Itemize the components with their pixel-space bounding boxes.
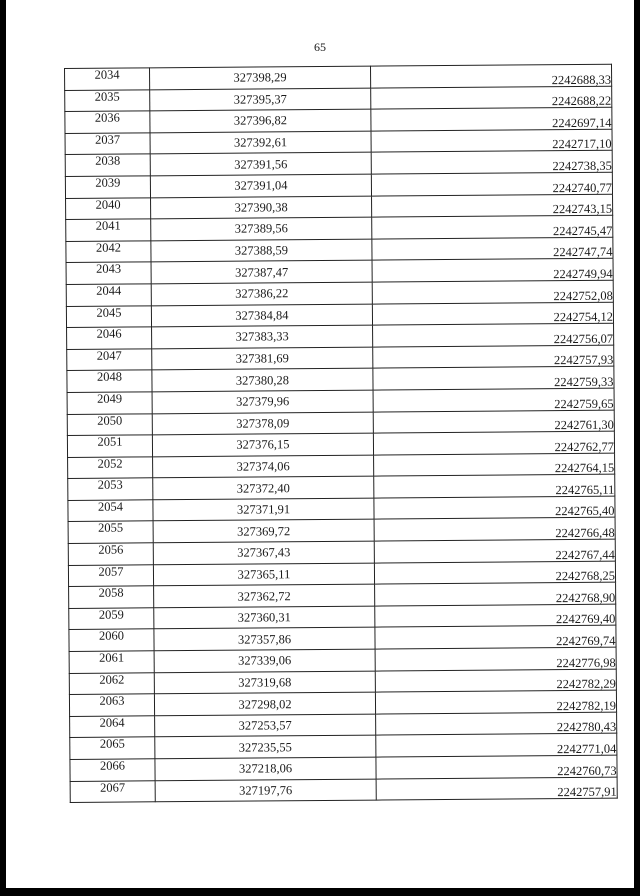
point-number-cell: 2034 — [65, 68, 150, 90]
y-coordinate-cell: 2242752,08 — [372, 280, 613, 303]
x-coordinate-cell: 327360,31 — [154, 606, 375, 629]
x-coordinate-cell: 327372,40 — [153, 476, 374, 499]
point-number-cell: 2041 — [66, 219, 151, 241]
x-coordinate-cell: 327386,22 — [151, 282, 372, 305]
y-coordinate-cell: 2242771,04 — [376, 734, 617, 757]
y-coordinate-cell: 2242769,74 — [375, 626, 616, 649]
point-number-cell: 2040 — [66, 197, 151, 219]
y-coordinate-cell: 2242747,74 — [372, 237, 613, 260]
y-coordinate-cell: 2242754,12 — [372, 302, 613, 325]
point-number-cell: 2054 — [68, 500, 153, 522]
point-number-cell: 2059 — [69, 608, 154, 630]
point-number-cell: 2043 — [66, 262, 151, 284]
point-number-cell: 2053 — [68, 478, 153, 500]
y-coordinate-cell: 2242717,10 — [371, 129, 612, 152]
point-number-cell: 2039 — [65, 176, 150, 198]
x-coordinate-cell: 327218,06 — [155, 757, 376, 780]
y-coordinate-cell: 2242776,98 — [375, 647, 616, 670]
x-coordinate-cell: 327384,84 — [151, 304, 372, 327]
point-number-cell: 2046 — [67, 327, 152, 349]
y-coordinate-cell: 2242743,15 — [372, 194, 613, 217]
x-coordinate-cell: 327369,72 — [153, 520, 374, 543]
y-coordinate-cell: 2242757,93 — [373, 345, 614, 368]
x-coordinate-cell: 327339,06 — [154, 649, 375, 672]
x-coordinate-cell: 327362,72 — [154, 584, 375, 607]
point-number-cell: 2064 — [70, 716, 155, 738]
point-number-cell: 2065 — [70, 737, 155, 759]
x-coordinate-cell: 327381,69 — [152, 347, 373, 370]
point-number-cell: 2066 — [70, 759, 155, 781]
x-coordinate-cell: 327235,55 — [155, 735, 376, 758]
y-coordinate-cell: 2242688,33 — [370, 64, 611, 87]
x-coordinate-cell: 327374,06 — [153, 455, 374, 478]
x-coordinate-cell: 327376,15 — [152, 433, 373, 456]
x-coordinate-cell: 327319,68 — [154, 671, 375, 694]
point-number-cell: 2045 — [66, 305, 151, 327]
x-coordinate-cell: 327389,56 — [151, 217, 372, 240]
x-coordinate-cell: 327395,37 — [150, 88, 371, 111]
y-coordinate-cell: 2242766,48 — [374, 518, 615, 541]
x-coordinate-cell: 327383,33 — [152, 325, 373, 348]
page-number: 65 — [314, 40, 326, 54]
point-number-cell: 2067 — [70, 780, 155, 802]
y-coordinate-cell: 2242757,91 — [376, 777, 617, 800]
table-row — [70, 777, 617, 803]
x-coordinate-cell: 327390,38 — [151, 196, 372, 219]
x-coordinate-cell: 327380,28 — [152, 368, 373, 391]
y-coordinate-cell: 2242768,25 — [374, 561, 615, 584]
y-coordinate-cell: 2242745,47 — [372, 215, 613, 238]
x-coordinate-cell: 327365,11 — [153, 563, 374, 586]
y-coordinate-cell: 2242762,77 — [373, 431, 614, 454]
x-coordinate-cell: 327398,29 — [150, 66, 371, 89]
point-number-cell: 2035 — [65, 89, 150, 111]
point-number-cell: 2042 — [66, 241, 151, 263]
x-coordinate-cell: 327391,56 — [150, 152, 371, 175]
x-coordinate-cell: 327357,86 — [154, 628, 375, 651]
y-coordinate-cell: 2242759,33 — [373, 367, 614, 390]
point-number-cell: 2050 — [67, 413, 152, 435]
point-number-cell: 2038 — [65, 154, 150, 176]
x-coordinate-cell: 327379,96 — [152, 390, 373, 413]
y-coordinate-cell: 2242765,40 — [374, 496, 615, 519]
point-number-cell: 2056 — [68, 543, 153, 565]
y-coordinate-cell: 2242749,94 — [372, 259, 613, 282]
y-coordinate-cell: 2242782,19 — [375, 690, 616, 713]
x-coordinate-cell: 327392,61 — [150, 131, 371, 154]
point-number-cell: 2047 — [67, 349, 152, 371]
x-coordinate-cell: 327396,82 — [150, 109, 371, 132]
x-coordinate-cell: 327367,43 — [153, 541, 374, 564]
y-coordinate-cell: 2242738,35 — [371, 151, 612, 174]
y-coordinate-cell: 2242761,30 — [373, 410, 614, 433]
x-coordinate-cell: 327197,76 — [155, 779, 376, 802]
y-coordinate-cell: 2242782,29 — [375, 669, 616, 692]
x-coordinate-cell: 327378,09 — [152, 412, 373, 435]
y-coordinate-cell: 2242697,14 — [371, 107, 612, 130]
point-number-cell: 2052 — [68, 457, 153, 479]
point-number-cell: 2057 — [68, 564, 153, 586]
point-number-cell: 2055 — [68, 521, 153, 543]
point-number-cell: 2037 — [65, 133, 150, 155]
x-coordinate-cell: 327391,04 — [150, 174, 371, 197]
point-number-cell: 2060 — [69, 629, 154, 651]
point-number-cell: 2036 — [65, 111, 150, 133]
point-number-cell: 2063 — [69, 694, 154, 716]
x-coordinate-cell: 327387,47 — [151, 260, 372, 283]
point-number-cell: 2051 — [67, 435, 152, 457]
x-coordinate-cell: 327371,91 — [153, 498, 374, 521]
y-coordinate-cell: 2242760,73 — [376, 755, 617, 778]
y-coordinate-cell: 2242759,65 — [373, 388, 614, 411]
point-number-cell: 2048 — [67, 370, 152, 392]
y-coordinate-cell: 2242764,15 — [374, 453, 615, 476]
y-coordinate-cell: 2242688,22 — [371, 86, 612, 109]
coordinates-table-body — [65, 64, 618, 802]
point-number-cell: 2049 — [67, 392, 152, 414]
coordinates-table — [64, 64, 618, 803]
y-coordinate-cell: 2242769,40 — [375, 604, 616, 627]
point-number-cell: 2058 — [69, 586, 154, 608]
y-coordinate-cell: 2242767,44 — [374, 539, 615, 562]
y-coordinate-cell: 2242765,11 — [374, 474, 615, 497]
y-coordinate-cell: 2242740,77 — [371, 172, 612, 195]
x-coordinate-cell: 327298,02 — [154, 692, 375, 715]
point-number-cell: 2044 — [66, 284, 151, 306]
x-coordinate-cell: 327253,57 — [155, 714, 376, 737]
y-coordinate-cell: 2242780,43 — [376, 712, 617, 735]
y-coordinate-cell: 2242768,90 — [375, 582, 616, 605]
point-number-cell: 2062 — [69, 672, 154, 694]
x-coordinate-cell: 327388,59 — [151, 239, 372, 262]
document-page — [6, 0, 634, 888]
y-coordinate-cell: 2242756,07 — [373, 323, 614, 346]
point-number-cell: 2061 — [69, 651, 154, 673]
